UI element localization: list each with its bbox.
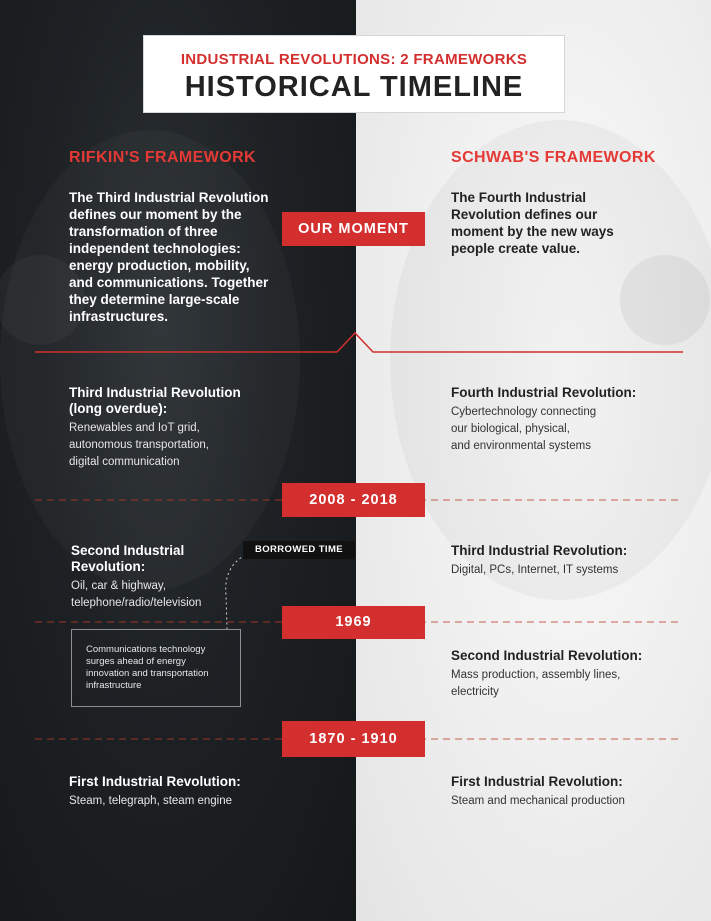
era-body [71,578,241,612]
era-body-line: digital communication [69,456,180,468]
era-title-line: Third Industrial Revolution: [451,543,628,558]
left-era-second [71,543,241,612]
era-body-line: Renewables and IoT grid, [69,422,200,434]
era-body [69,793,289,810]
era-title [69,774,289,790]
right-framework-heading: SCHWAB'S FRAMEWORK [451,149,656,166]
borrowed-time-label: BORROWED TIME [243,541,355,559]
era-body-line: Steam, telegraph, steam engine [69,795,233,807]
era-body-line: Oil, car & highway, [71,580,167,592]
left-framework-heading: RIFKIN'S FRAMEWORK [69,149,256,166]
title-box [143,35,565,113]
header-subtitle: INDUSTRIAL REVOLUTIONS: 2 FRAMEWORKS [180,51,528,68]
era-title-line: First Industrial Revolution: [451,774,623,789]
era-body-line: Cybertechnology connecting [451,406,597,418]
left-era-first [69,774,289,810]
era-body [451,404,671,455]
era-title [451,385,671,401]
right-framework-description: The Fourth Industrial Revolution defines our moment by the new ways people create value. [451,190,614,256]
period-marker-2008-2018: 2008 - 2018 [282,483,425,517]
right-ear-disc [620,255,710,345]
left-era-third [69,385,289,471]
era-title-line: First Industrial Revolution: [69,774,241,789]
period-marker-1870-1910: 1870 - 1910 [282,721,425,757]
era-body-line: our biological, physical, [451,423,570,435]
era-title-line: Second Industrial [71,543,185,558]
right-era-second [451,648,671,701]
era-body-line: and environmental systems [451,440,591,452]
our-moment-marker: OUR MOMENT [282,212,425,246]
communications-note-box: Communications technology surges ahead of energy innovation and transportation infrastructure [71,629,241,707]
era-body [451,793,671,810]
era-title-line: Revolution: [71,559,146,574]
era-body [451,667,671,701]
era-body-line: electricity [451,686,499,698]
era-title [451,774,671,790]
era-title-line: Fourth Industrial Revolution: [451,385,637,400]
header-title: HISTORICAL TIMELINE [184,71,524,103]
era-title [69,385,289,417]
era-body-line: Steam and mechanical production [451,795,625,807]
era-body-line: autonomous transportation, [69,439,210,451]
right-era-first [451,774,671,810]
period-marker-1969: 1969 [282,606,425,639]
era-title-line: (long overdue): [69,401,168,416]
right-era-third [451,543,671,579]
era-body [69,420,289,471]
era-title-line: Third Industrial Revolution [69,385,241,400]
era-body-line: Mass production, assembly lines, [451,669,621,681]
era-title-line: Second Industrial Revolution: [451,648,643,663]
era-body [451,562,671,579]
right-era-fourth [451,385,671,455]
era-title [451,543,671,559]
era-title [71,543,241,575]
era-body-line: telephone/radio/television [71,597,202,609]
era-body-line: Digital, PCs, Internet, IT systems [451,564,619,576]
era-title [451,648,671,664]
left-framework-description: The Third Industrial Revolution defines our moment by the transformation of three independent technologies: energy production, mobility, and communications. Together they determine large-scale infrastructures. [69,190,269,324]
